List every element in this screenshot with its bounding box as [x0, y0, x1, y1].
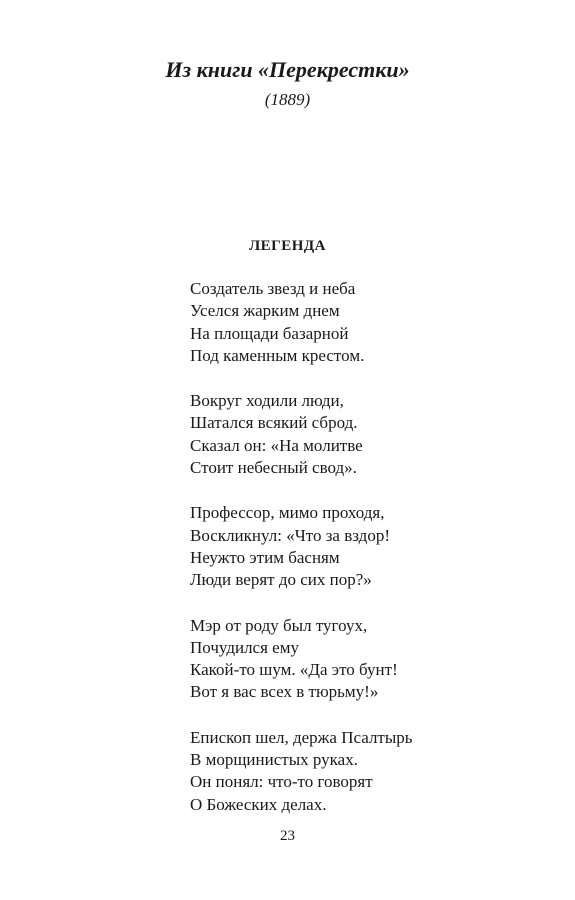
- book-year: (1889): [264, 90, 311, 109]
- poem-line: Уселся жарким днем: [190, 301, 340, 321]
- poem-line: Сказал он: «На молитве: [190, 435, 363, 455]
- poem-line: На площади базарной: [190, 323, 349, 343]
- page-number: 23: [280, 828, 295, 844]
- poem-line: Он понял: что-то говорят: [190, 772, 373, 792]
- stanza-5: [190, 727, 550, 816]
- book-title: Из книги «Перекрестки»: [165, 57, 410, 82]
- poem-line: Вокруг ходили люди,: [190, 391, 344, 411]
- poem-line: Епископ шел, держа Псалтырь: [190, 727, 413, 747]
- stanza-1: [190, 278, 550, 367]
- poem-body: [190, 278, 550, 839]
- poem-line: Неужто этим басням: [190, 547, 340, 567]
- poem-line: Шатался всякий сброд.: [190, 413, 358, 433]
- poem-line: Какой-то шум. «Да это бунт!: [190, 660, 398, 680]
- poem-line: Под каменным крестом.: [190, 345, 365, 365]
- poem-line: Стоит небесный свод».: [190, 458, 357, 478]
- poem-line: Почудился ему: [190, 637, 299, 657]
- stanza-2: [190, 390, 550, 479]
- stanza-4: [190, 615, 550, 704]
- poem-line: Создатель звезд и неба: [190, 279, 356, 298]
- poem-line: Воскликнул: «Что за вздор!: [190, 525, 390, 545]
- stanza-3: [190, 502, 550, 591]
- poem-title: ЛЕГЕНДА: [248, 238, 327, 254]
- poem-line: О Божеских делах.: [190, 794, 327, 814]
- poem-line: Люди верят до сих пор?»: [190, 570, 372, 590]
- poem-line: Мэр от роду был тугоух,: [190, 615, 368, 635]
- poem-line: Вот я вас всех в тюрьму!»: [190, 682, 379, 702]
- poem-line: В морщинистых руках.: [190, 750, 358, 770]
- poem-line: Профессор, мимо проходя,: [190, 503, 385, 523]
